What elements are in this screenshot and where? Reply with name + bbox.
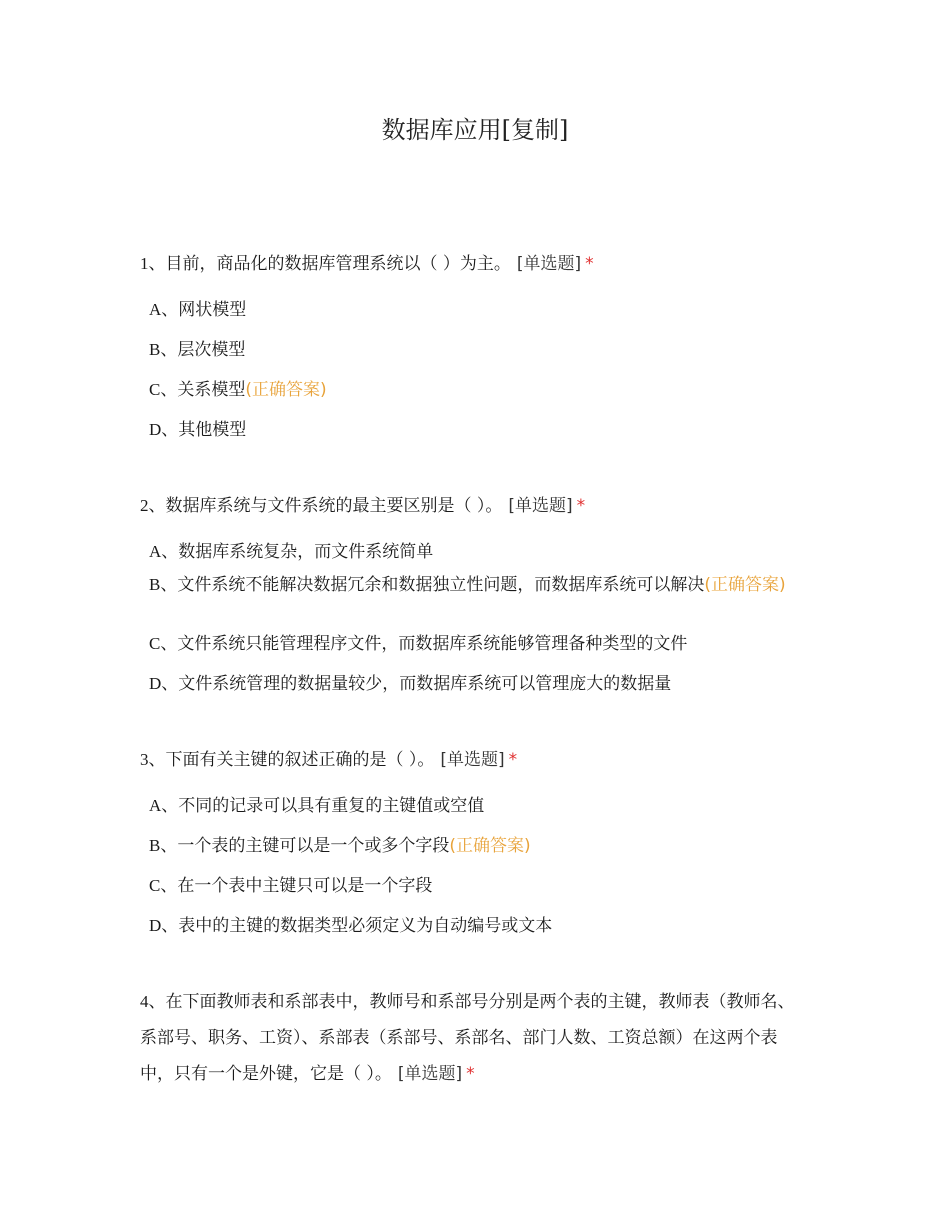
option-text: 关系模型 (177, 380, 246, 400)
option-text: 数据库系统复杂，而文件系统简单 (178, 542, 434, 562)
option-text: 其他模型 (178, 420, 247, 440)
question-number: 4、 (140, 992, 166, 1011)
question-type: [单选题] (440, 750, 505, 770)
option-letter: D、 (149, 674, 179, 693)
question-3-option-c[interactable] (149, 873, 809, 899)
correct-answer-label: (正确答案) (449, 836, 531, 856)
option-text: 文件系统管理的数据量较少，而数据库系统可以管理庞大的数据量 (178, 674, 672, 694)
required-star: * (508, 750, 518, 770)
question-1-option-c[interactable] (149, 377, 809, 403)
option-text: 层次模型 (177, 340, 246, 360)
option-text: 一个表的主键可以是一个或多个字段 (177, 836, 450, 856)
question-text: 在下面教师表和系部表中，教师号和系部号分别是两个表的主键，教师表（教师名、系部号、职务、工资）、系部表（系部号、系部名、部门人数、工资总额）在这两个表中，只有一个是外键，它是（ ）。 (140, 992, 795, 1084)
option-letter: B、 (149, 340, 178, 359)
option-text: 文件系统只能管理程序文件，而数据库系统能够管理备种类型的文件 (177, 634, 688, 654)
option-letter: D、 (149, 420, 179, 439)
question-3-option-d[interactable] (149, 913, 809, 939)
option-text: 网状模型 (178, 300, 247, 320)
option-text: 不同的记录可以具有重复的主键值或空值 (178, 796, 485, 816)
option-letter: B、 (149, 836, 178, 855)
option-letter: C、 (149, 380, 178, 399)
question-2-option-b[interactable] (149, 572, 809, 598)
option-text: 表中的主键的数据类型必须定义为自动编号或文本 (178, 916, 553, 936)
question-text: 数据库系统与文件系统的最主要区别是（ ）。 (165, 496, 503, 516)
correct-answer-label: (正确答案) (245, 380, 327, 400)
question-2-option-d[interactable] (149, 671, 809, 697)
question-type: [单选题] (516, 254, 582, 274)
question-type: [单选题] (397, 1064, 463, 1084)
question-text: 目前，商品化的数据库管理系统以（ ）为主。 (165, 254, 511, 274)
option-text: 文件系统不能解决数据冗余和数据独立性问题，而数据库系统可以解决 (177, 575, 705, 595)
required-star: * (585, 254, 594, 274)
question-3-title (140, 742, 820, 778)
question-text: 下面有关主键的叙述正确的是（ ）。 (165, 750, 435, 770)
question-1-option-d[interactable] (149, 417, 809, 443)
option-letter: A、 (149, 300, 179, 319)
option-letter: B、 (149, 575, 178, 594)
required-star: * (466, 1064, 475, 1084)
question-4-title (140, 984, 810, 1092)
question-1-option-a[interactable] (149, 297, 809, 323)
question-number: 2、 (140, 496, 166, 515)
question-number: 3、 (140, 750, 166, 769)
option-text: 在一个表中主键只可以是一个字段 (177, 876, 433, 896)
option-letter: C、 (149, 634, 178, 653)
page-title: 数据库应用[复制] (381, 116, 569, 144)
option-letter: A、 (149, 542, 179, 561)
question-number: 1、 (140, 254, 166, 273)
option-letter: A、 (149, 796, 179, 815)
question-2-title (140, 488, 820, 524)
question-1-title (140, 246, 820, 282)
required-star: * (576, 496, 586, 516)
question-2-option-c[interactable] (149, 631, 809, 657)
question-type: [单选题] (508, 496, 573, 516)
question-1-option-b[interactable] (149, 337, 809, 363)
option-letter: D、 (149, 916, 179, 935)
question-3-option-a[interactable] (149, 793, 809, 819)
option-letter: C、 (149, 876, 178, 895)
question-2-option-a[interactable] (149, 539, 809, 565)
correct-answer-label: (正确答案) (704, 575, 786, 595)
question-3-option-b[interactable] (149, 833, 809, 859)
